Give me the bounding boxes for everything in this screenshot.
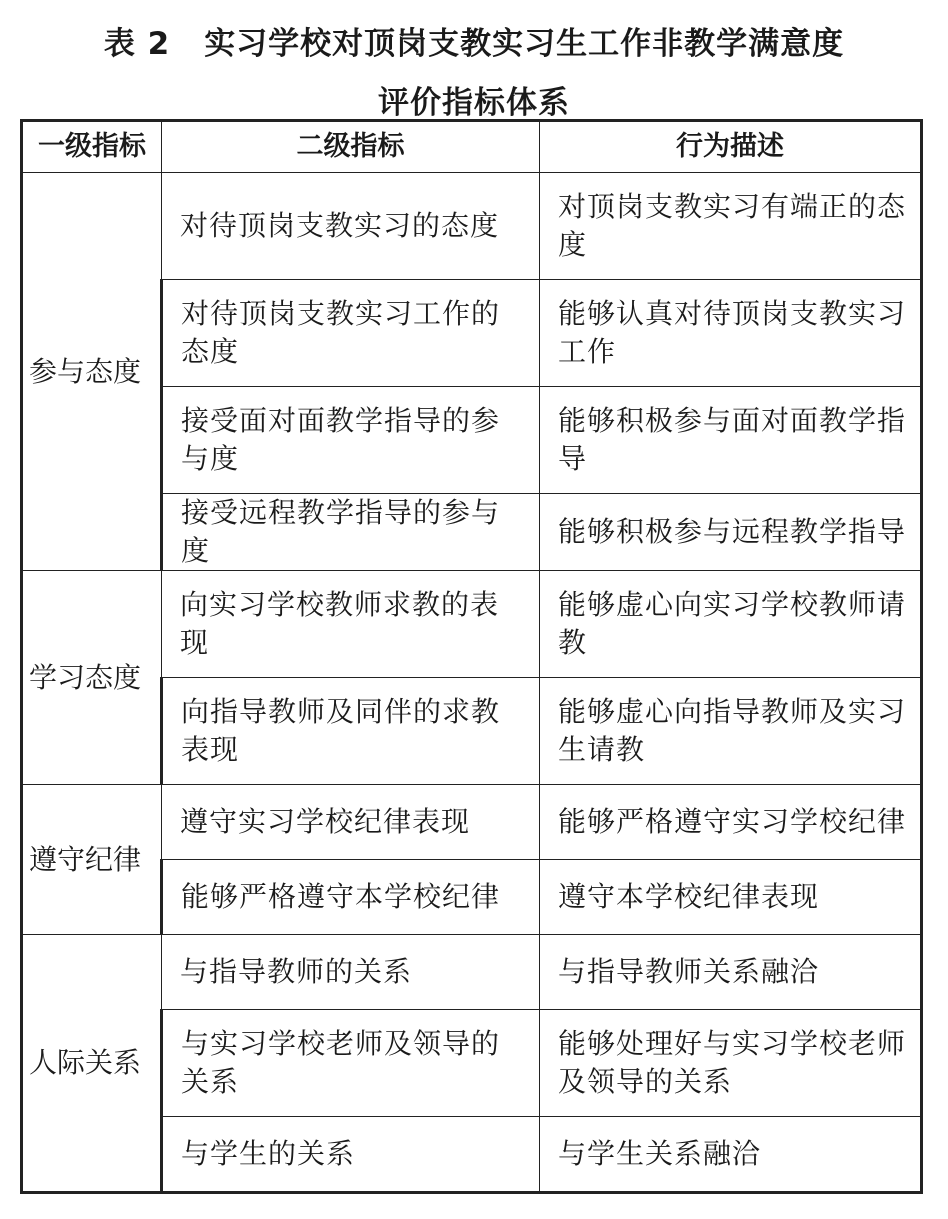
behavior-description-cell: 与指导教师关系融洽	[540, 935, 922, 1010]
evaluation-index-table	[20, 119, 923, 1194]
secondary-index-cell: 接受远程教学指导的参与度	[162, 494, 540, 571]
behavior-description-cell: 遵守本学校纪律表现	[540, 860, 922, 935]
secondary-index-cell: 向实习学校教师求教的表现	[162, 571, 540, 678]
secondary-index-cell: 对待顶岗支教实习工作的态度	[162, 280, 540, 387]
header-primary-index: 一级指标	[22, 121, 162, 173]
behavior-description-cell: 能够认真对待顶岗支教实习工作	[540, 280, 922, 387]
behavior-description-cell: 能够虚心向指导教师及实习生请教	[540, 678, 922, 785]
behavior-description-cell: 能够积极参与远程教学指导	[540, 494, 922, 571]
table-title	[0, 18, 948, 63]
table-row	[22, 785, 922, 860]
secondary-index-cell: 向指导教师及同伴的求教表现	[162, 678, 540, 785]
header-row	[22, 121, 922, 173]
table-row	[22, 935, 922, 1010]
primary-index-cell: 人际关系	[22, 935, 162, 1193]
secondary-index-cell: 遵守实习学校纪律表现	[162, 785, 540, 860]
secondary-index-cell: 对待顶岗支教实习的态度	[162, 173, 540, 280]
table-row	[22, 173, 922, 280]
secondary-index-cell: 与指导教师的关系	[162, 935, 540, 1010]
header-behavior-description: 行为描述	[540, 121, 922, 173]
primary-index-cell: 遵守纪律	[22, 785, 162, 935]
table-title-continued: 评价指标体系	[378, 85, 570, 121]
table-number: 表 2	[103, 26, 171, 62]
behavior-description-cell: 能够积极参与面对面教学指导	[540, 387, 922, 494]
table-title-main: 实习学校对顶岗支教实习生工作非教学满意度	[204, 26, 845, 62]
primary-index-cell: 参与态度	[22, 173, 162, 571]
secondary-index-cell: 接受面对面教学指导的参与度	[162, 387, 540, 494]
secondary-index-cell: 能够严格遵守本学校纪律	[162, 860, 540, 935]
secondary-index-cell: 与学生的关系	[162, 1117, 540, 1193]
behavior-description-cell: 能够严格遵守实习学校纪律	[540, 785, 922, 860]
behavior-description-cell: 能够虚心向实习学校教师请教	[540, 571, 922, 678]
secondary-index-cell: 与实习学校老师及领导的关系	[162, 1010, 540, 1117]
header-secondary-index: 二级指标	[162, 121, 540, 173]
behavior-description-cell: 能够处理好与实习学校老师及领导的关系	[540, 1010, 922, 1117]
behavior-description-cell: 与学生关系融洽	[540, 1117, 922, 1193]
primary-index-cell: 学习态度	[22, 571, 162, 785]
table-row	[22, 571, 922, 678]
behavior-description-cell: 对顶岗支教实习有端正的态度	[540, 173, 922, 280]
